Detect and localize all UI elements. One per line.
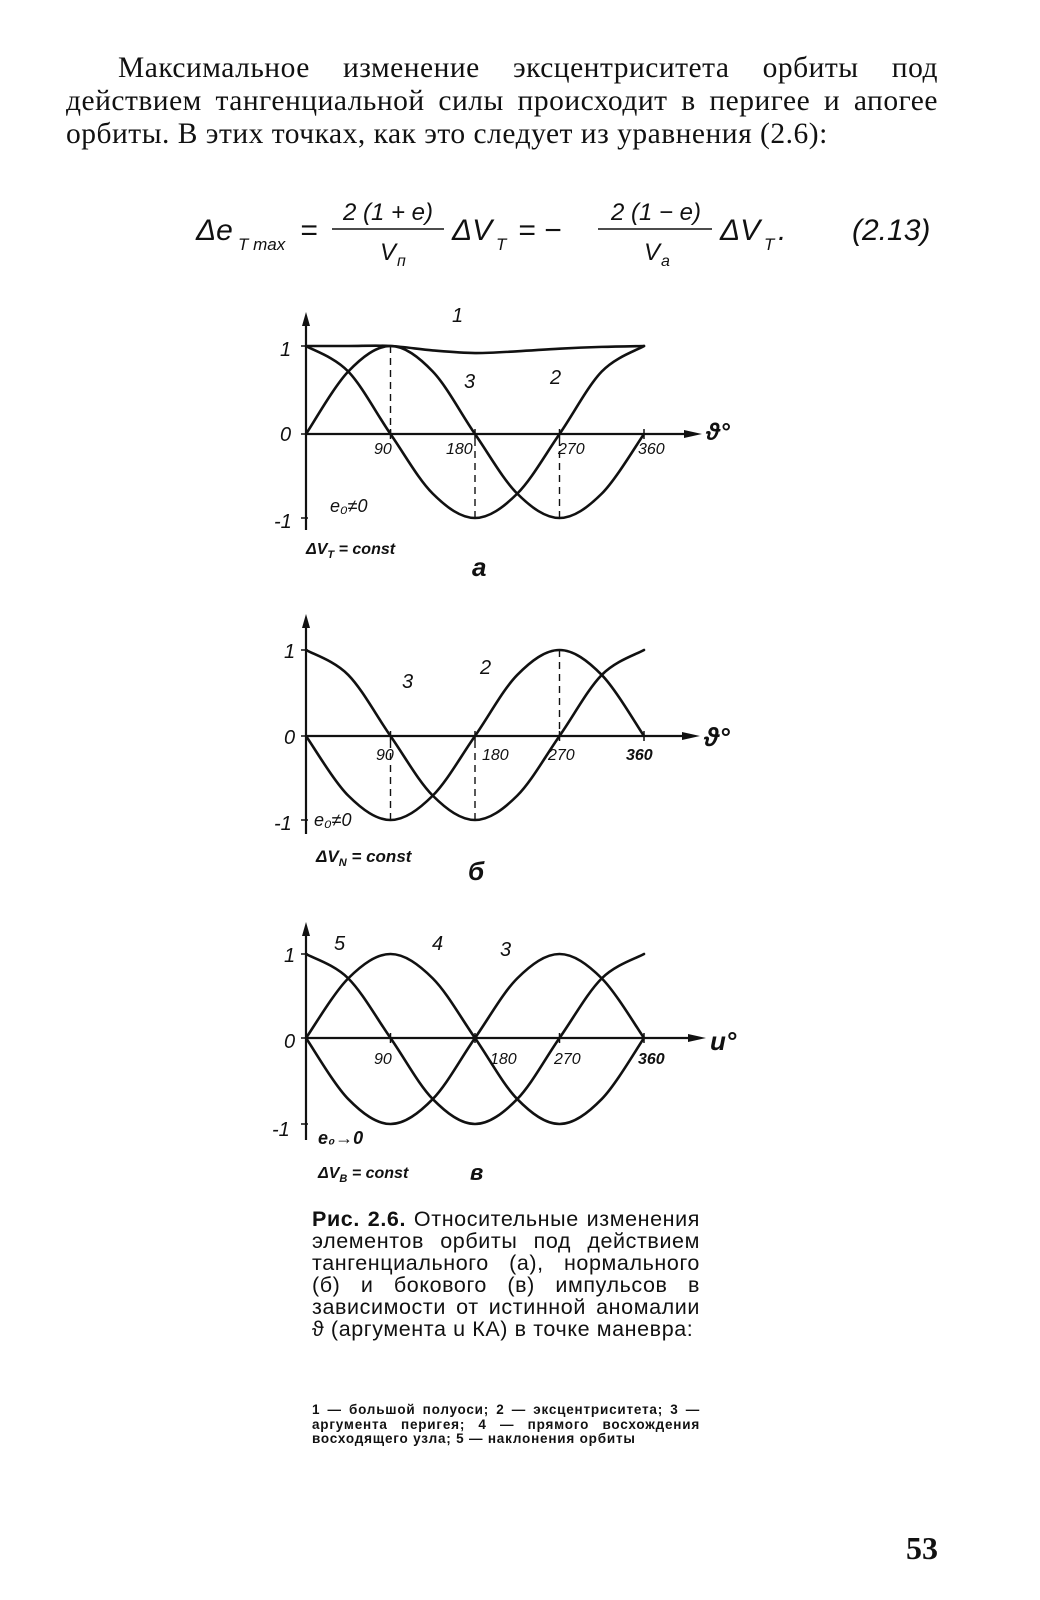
intro-paragraph: Максимальное изменение эксцентриситета орбиты под действием тангенциальной силы происходит в перигее и апогее орбиты. В этих точках, как это следует из уравнения (2.6): (66, 52, 938, 150)
eq-frac2-den-sub: а (661, 253, 670, 270)
impulse-label: $\Delta V_B$ = const (318, 1165, 409, 1185)
x-tick-label: 90 (376, 747, 394, 764)
x-tick-label: 90 (374, 441, 392, 458)
figure-caption (312, 1208, 700, 1340)
eq-equals-2: = − (518, 214, 562, 247)
x-tick-label: 180 (490, 1051, 517, 1068)
y-tick-label: 0 (280, 424, 292, 446)
eq-mid-symbol: ΔV (452, 214, 493, 247)
x-tick-label: 270 (548, 747, 575, 764)
panel-label: б (468, 856, 485, 886)
eq-mid-sub: T (496, 235, 507, 254)
eq-rhs-dot: . (778, 214, 787, 247)
equation-2-13 (150, 198, 950, 278)
x-tick-label: 180 (482, 747, 509, 764)
x-tick-label: 270 (558, 441, 585, 458)
eq-lhs-symbol: Δe (196, 214, 233, 247)
x-tick-label: 360 (638, 1051, 665, 1068)
caption-text: Относительные изменения элементов орбиты под действием тангенциального (а), нормального (б) и бокового (в) импульсов в зависимости от истинной аномалии ϑ (аргумента u КА) в точке маневра: (312, 1207, 700, 1341)
eq-frac1-den-sub: п (397, 253, 406, 270)
y-axis-arrow (302, 922, 310, 936)
x-tick-label: 180 (446, 441, 473, 458)
y-axis-arrow (302, 614, 310, 628)
y-tick-label: 0 (284, 1031, 296, 1053)
caption-label: Рис. 2.6. (312, 1207, 407, 1231)
panel-label: а (472, 552, 487, 582)
axis-variable: ϑ° (704, 722, 730, 752)
y-tick-label: 1 (280, 339, 292, 361)
y-tick-label: -1 (274, 511, 292, 533)
x-axis-arrow (688, 1034, 706, 1042)
caption-legend: 1 — большой полуоси; 2 — эксцентриситета; 3 — аргумента перигея; 4 — прямого восхождения восходящего узла; 5 — наклонения орбиты (312, 1402, 700, 1446)
x-tick-label: 270 (554, 1051, 581, 1068)
impulse-label: $\Delta V_N$ = const (316, 847, 412, 869)
eq-number: (2.13) (852, 214, 931, 247)
axis-variable: ϑ° (706, 419, 730, 446)
curve-label: 1 (452, 305, 464, 327)
panel-label: в (470, 1160, 484, 1185)
eq-rhs-symbol: ΔV (720, 214, 761, 247)
y-tick-label: -1 (274, 813, 292, 835)
curve-label: 3 (500, 939, 512, 961)
axis-variable: u° (710, 1026, 737, 1056)
x-axis-arrow (682, 732, 700, 740)
eq-equals-1: = (300, 214, 318, 247)
x-tick-label: 360 (638, 441, 665, 458)
x-tick-label: 360 (626, 747, 653, 764)
figure-b-normal (270, 608, 750, 898)
page-number: 53 (906, 1530, 938, 1566)
curve-label: 2 (480, 657, 492, 679)
curve-label: 3 (402, 671, 414, 693)
curve-label: 5 (334, 933, 346, 955)
eq-frac2-den: V (644, 239, 661, 266)
curve-label: 4 (432, 933, 444, 955)
eq-frac2-num: 2 (1 − e) (610, 199, 702, 226)
y-axis-arrow (302, 312, 310, 326)
x-tick-label: 90 (374, 1051, 392, 1068)
figure-c-lateral (270, 918, 750, 1208)
x-axis-arrow (684, 430, 702, 438)
eq-frac1-den: V (380, 239, 397, 266)
y-tick-label: 1 (284, 945, 296, 967)
curve-label: 3 (464, 371, 476, 393)
figure-a-tangential (270, 298, 750, 588)
curve-label: 2 (550, 367, 562, 389)
condition-label: e₀≠0 (330, 496, 368, 516)
y-tick-label: -1 (272, 1119, 290, 1141)
condition-label: e₀≠0 (314, 810, 352, 830)
condition-label: e₀→0 (318, 1128, 364, 1148)
y-tick-label: 1 (284, 641, 296, 663)
eq-rhs-sub: T (764, 235, 775, 254)
series-line-1 (306, 346, 644, 353)
impulse-label: $\Delta V_T$ = const (306, 541, 396, 561)
eq-lhs-sub: T max (238, 235, 286, 254)
y-tick-label: 0 (284, 727, 296, 749)
eq-frac1-num: 2 (1 + e) (342, 199, 434, 226)
